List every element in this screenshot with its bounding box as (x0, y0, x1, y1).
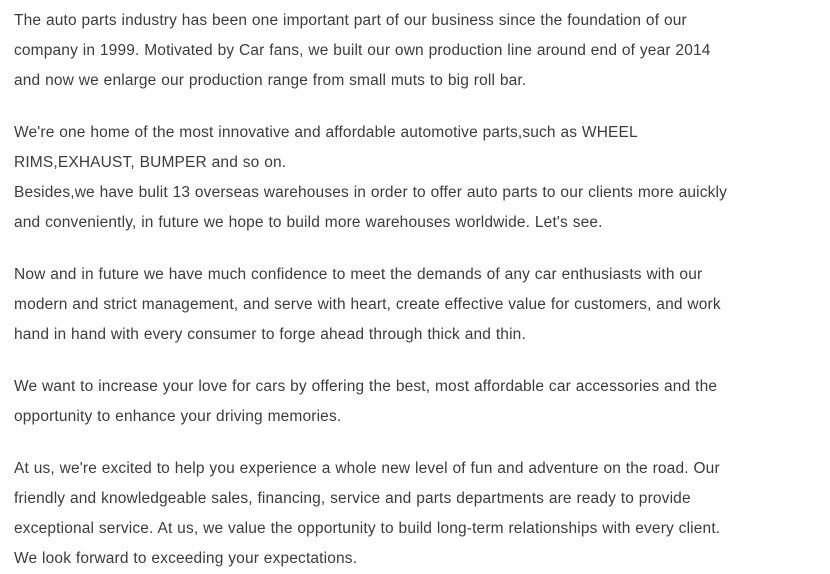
paragraph-3 (14, 260, 816, 350)
paragraph-5-line-1: At us, we're excited to help you experience a whole new level of fun and adventure on the road. Our (14, 460, 720, 477)
paragraph-1-line-3: and now we enlarge our production range from small muts to big roll bar. (14, 72, 527, 89)
paragraph-4 (14, 372, 816, 432)
paragraph-2 (14, 118, 816, 238)
paragraph-2-line-2: RIMS,EXHAUST, BUMPER and so on. (14, 154, 287, 171)
paragraph-4-line-2: opportunity to enhance your driving memories. (14, 408, 342, 425)
paragraph-2-line-4: and conveniently, in future we hope to build more warehouses worldwide. Let's see. (14, 214, 603, 231)
paragraph-1-line-2: company in 1999. Motivated by Car fans, we built our own production line around end of year 2014 (14, 42, 711, 59)
paragraph-2-line-3: Besides,we have bulit 13 overseas warehouses in order to offer auto parts to our clients more auickly (14, 184, 728, 201)
paragraph-5 (14, 454, 816, 574)
paragraph-4-line-1: We want to increase your love for cars by offering the best, most affordable car accessories and the (14, 378, 718, 395)
paragraph-3-line-1: Now and in future we have much confidence to meet the demands of any car enthusiasts with our (14, 266, 703, 283)
paragraph-1 (14, 6, 816, 96)
paragraph-2-line-1: We're one home of the most innovative and affordable automotive parts,such as WHEEL (14, 124, 638, 141)
paragraph-5-line-2: friendly and knowledgeable sales, financing, service and parts departments are ready to provide (14, 490, 691, 507)
paragraph-3-line-3: hand in hand with every consumer to forge ahead through thick and thin. (14, 326, 526, 343)
paragraph-1-line-1: The auto parts industry has been one important part of our business since the foundation of our (14, 12, 687, 29)
paragraph-5-line-4: We look forward to exceeding your expectations. (14, 550, 358, 567)
paragraph-5-line-3: exceptional service. At us, we value the opportunity to build long-term relationships with every client. (14, 520, 721, 537)
paragraph-3-line-2: modern and strict management, and serve with heart, create effective value for customers, and work (14, 296, 721, 313)
